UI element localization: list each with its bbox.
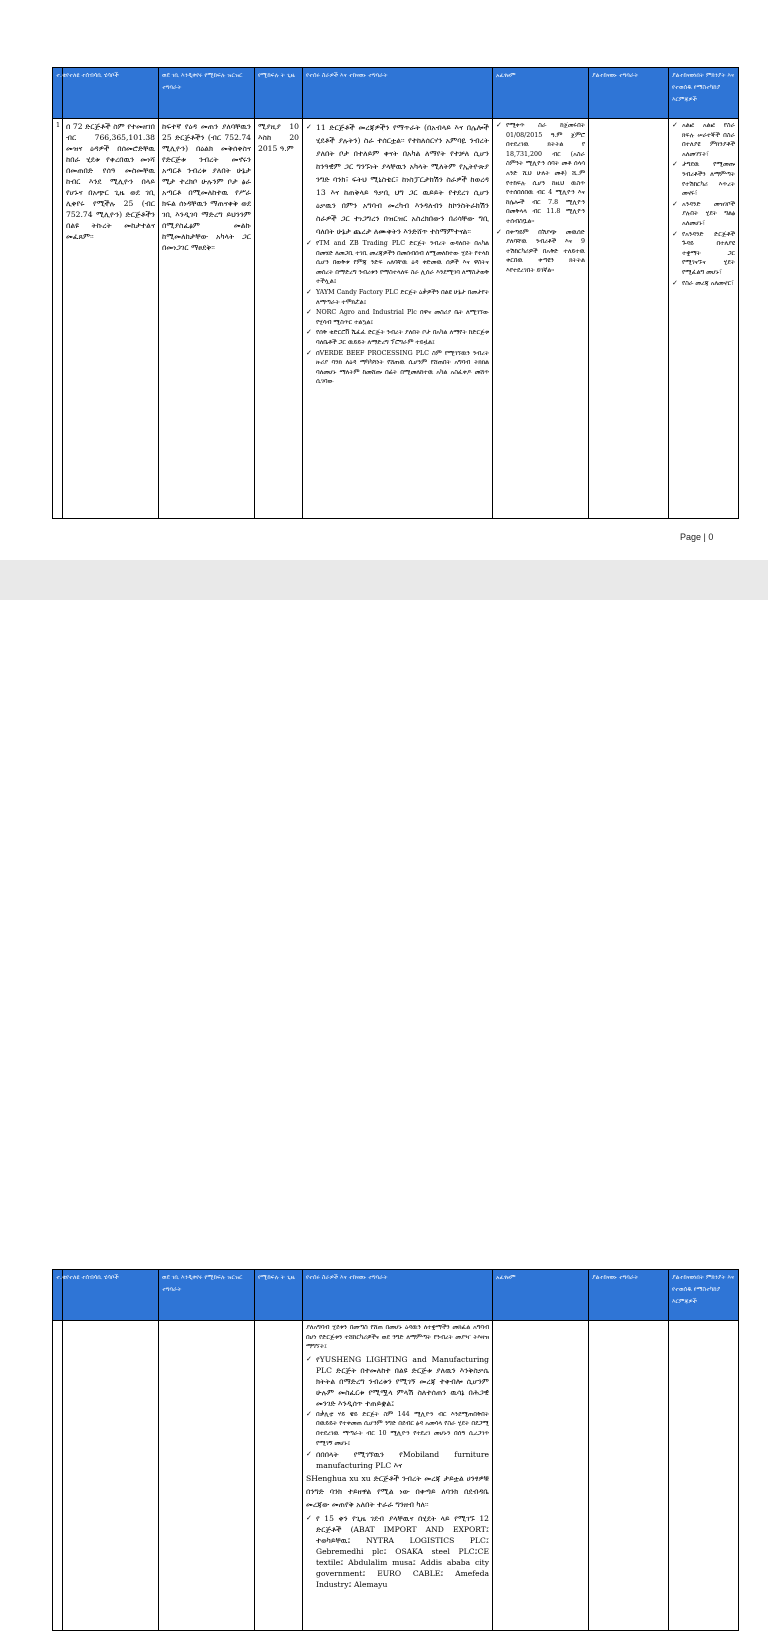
- list-item: ✓ የሰቅ ቂድርሮቨ ሼፈፈ ድርጅት ንብረት ያለበት ቦታ በአካል ለማየት ከድርጅቱ ባለቤቶች ጋር ዉይይት ለማድረግ ፕሮግራም ተይዟል፤: [306, 328, 489, 347]
- header-tasks: ወደ ገቢ እንዲቀየሩ የሚከፍሉ ዝርዝር ተግባራት: [159, 68, 255, 119]
- document-page-2: [0, 600, 768, 1590]
- list-item: ✓ YAYM Candy Factory PLC ድርጅት ዕቃዎችን በልዩ ሁኔታ በመታየት ለማጣራት ተሞክሯል፤: [306, 288, 489, 307]
- period-cell: [255, 1321, 303, 1631]
- row-number: 1: [53, 119, 63, 519]
- list-item: ✓ NORC Agro and Industrial Plc በዋና መስሪያ ቤት ለሚገኘው የሂሳብ ሚስጥር ተልኳል፤: [306, 308, 489, 327]
- header-period: የሚከፍሉ ት ጊዜ: [255, 68, 303, 119]
- list-item: ✓ የTM and ZB Trading PLC ድርጅት ንብረት ወዳለበት በአካል በመሄድ ለመጋቢ ተገቢ መረጃዎችን በመሰብሰብ ለሚመለከተው ሂደት የተላከ ሲሆን በወቅቱ የምጃ ንድፍ አለባቸዉ ዕዳ ቀድመዉ ሰዎች እና ዋስትና መሰረት በማድረግ ንብረቱን የማስተላለፍ ስራ ሊሰራ እንደሚገባ ለማስታወቅ ተችሏል፤: [306, 239, 489, 287]
- work-done-main: ✓ 11 ድርጅቶች መረጃዎችን የማጥራት (በአብላይ እና በሌሎች ሂደቶች ያሉትን) ስራ ተሰርቷል፡፡ የተከለሰርሃን አምባዬ ንብረት ያለበት ቦታ በተለይም ቀናት በአካል ለማየት የተቻለ ሲሆን ከንዓዊም ጋር ግንኙነት ያላቸዉን አካላት ሚለትም የኢትዮጵያ ንግድ ባንክ፣ ፍትህ ሚኒስቴር፣ ከነስፓርታከሽን ስራዎች ከወረዳ 13 እና ከጠቅላይ ዓቃቢ ህግ ጋር ዉይይት የተደረገ ሲሆን ዕቃዉን በምን አግባብ መረካብ እንዳለብን ከኮንስትራክሽን ስራዎች ጋር ተነጋግረን በዝርዝር አስረክበውን በሪሳቸው ግቢ ባለበት ሁኔታ ጨረታ ለሙቀትን እንድሸጥ ተስማምተናል፡፡: [306, 121, 489, 238]
- reasons-cell: [669, 1321, 739, 1631]
- list-item: ✓ በVERDE BEEF PROCESSING PLC ስም የሚገኘዉን ንብረት ዙሪያ ባንክ ለዕዳ ማካካሻነት የሸጠዉ ሲሆንም የሸጠበት አግባብ ትክክል ባለመሆኑ ማለትም ከመሸጡ በፊት በሚመለከተዉ አካል አስፈቀዶ መሸጥ ሲገባው: [306, 349, 489, 387]
- work-done-continued: ያለአግባብ ሂደቱን በመጣስ የሸጠ በመሆኑ ዕዳዉን ለተቋማችን መክፈል አግባብ በሆነ የድርጅቱን ተሸከርካሪዎችና ወደ ንግድ ለማምጣት የንብረት መያዣ ትእዛዝ ማግኘት፤: [306, 1324, 489, 1351]
- list-item: ✓ በቃሊቲ ሃይ ዌይ ድርጅት ስም 144 ሚሊዮን ብር እንደሚጠበቅበት በዉይይት የተቀመጠ ሲሆንም ንግድ በደብር ፅዳ አመሳላ የስራ ሂደት በደጋሚ በተደረገዉ ማጣራት ብር 10 ሚሊዮን የተደረገ መሆኑን በሰዓ ሲረጋገጥ የሚገኝ መሆኑ፤: [306, 1410, 489, 1448]
- work-done-cell: [303, 1321, 493, 1631]
- header-not-done: ያልተከናወኑ ተግባራት: [589, 1270, 669, 1321]
- header-period: የሚከፍሉ ት ጊዜ: [255, 1270, 303, 1321]
- header-receivables: የተለዩ ተሰብሳቢ ሂሳቦች: [63, 68, 159, 119]
- list-item: ✓ የ 15 ቀን የጊዜ ገደብ ያላቸዉና በሂደት ላይ የሚገኙ 12 ድርጅቶች (ABAT IMPORT AND EXPORT፤ ተወካይቸዉ፤ NYTRA LOGISTICS PLC፤ Gebremedhi plc፤ OSAKA steel PLC፤CE textile፤ Abdulalim musa፤ Addis ababa city government፤ EURO CABLE፤ Amefeda Industry፤ Alemayu: [306, 1513, 489, 1590]
- table-row: [53, 1321, 739, 1631]
- header-reasons: ያልተከናወነበት ምክንያት እና የተወሰዱ የማስተካከያ እርምጃዎች: [669, 68, 739, 119]
- list-item: ✓ የYUSHENG LIGHTING and Manufacturing PLC ድርጅት በተመለከተ በልዩ ድርጅቱ ያለዉን እንቅስቃሴ ክትትል በማድረግ ንብረቱን የሚገኝ መረጃ ተቀብሎ ሲሆንም ሁሉም መስፈርቱ የሚሟላ ምላሽ ስለተሰጠን ዉሳኔ በሕጋዊ መንገድ እንዲሰጥ ተጠይቋል፤: [306, 1354, 489, 1409]
- list-item: ✓ የአንዳንድ ድርጅቶች ጉዳይ በተለያዩ ተቋማት ጋር የሚገናኙና ሂደት የሚፈልግ መሆኑ፣: [672, 230, 735, 278]
- receivables-cell: በ 72 ድርጅቶች ስም የተመዘገበ ብር 766,365,101.38 መዝና ዕዳዎች በሰመሮድቸዉ ከበራ ሂደቱ የቀረበዉን መነሻ በመጠበድ የሰዓ መስመቸዉ ከብር እንደ ሚሊዮን በላይ የሆኑና በአጭር ጊዜ ወደ ገቢ ሊቀየሩ የሚችሉ 25 (ብር 752.74 ሚሊዮን) ድርጅቶችን በልዩ ትኩረት መከታተልና መፈጸም፡፡: [63, 119, 159, 519]
- page-separator: [0, 560, 768, 600]
- document-page-1: [0, 0, 768, 560]
- performance-cell: [493, 119, 589, 519]
- header-work-done: የተሰሩ ስራዎች እና ተከናወኑ ተግባራት: [303, 68, 493, 119]
- header-receivables: የተለዩ ተሰብሳቢ ሂሳቦች: [63, 1270, 159, 1321]
- header-reasons: ያልተከናወነበት ምክንያት እና የተወሰዱ የማስተካከያ እርምጃዎች: [669, 1270, 739, 1321]
- header-no: ተ.ቁ: [53, 1270, 63, 1321]
- list-item: ✓ የስራ መረጃ አለመኖር፣: [672, 279, 735, 289]
- work-done-cell: [303, 119, 493, 519]
- table-header-row: [53, 1270, 739, 1321]
- table-header-row: [53, 68, 739, 119]
- header-performance: አፈፃፀም: [493, 68, 589, 119]
- row-number: [53, 1321, 63, 1631]
- list-item: ✓ አንዳንድ መዝገቦች ያሉበት ሂደት ግልፅ አለመሆኑ፣: [672, 200, 735, 229]
- list-item: ✓ በቀጣይም በሽያጭ መዉሰድ ያለባቸዉ ንብረቶች እና 9 ተሽከርካሪዎች በአቅድ ተለይተዉ ቀርበዉ ቀጣዩን ክትትል እየተደረገበት ይገኛል፡፡: [496, 228, 585, 276]
- header-no: ተ.ቁ: [53, 68, 63, 119]
- header-not-done: ያልተከናወኑ ተግባራት: [589, 68, 669, 119]
- not-done-cell: [589, 119, 669, 519]
- table-row: [53, 119, 739, 519]
- list-item: ✓ ታግደዉ የሚመጡ ንብረቶችን ለማምጣት የተሽከርካሪ እጥረት መኖሩ፣: [672, 160, 735, 198]
- report-table: [52, 1269, 739, 1631]
- tasks-cell: [159, 1321, 255, 1631]
- work-done-note: SHenghua xu xu ድርጅቶች ንብረት መረጃ ታይቷል ሀንፃዎቹ በንግድ ባንክ ተይዘዋል የሚል ነው በቀጣይ ለባንክ በደብዳቤ መረጃው መጠየቅ አለበት ተራራ ግንዘብ ካለ፡፡: [306, 1474, 489, 1510]
- tasks-cell: ከፍተኛ የዕዳ መጠን ያለባቸዉን 25 ድርጅቶችን (ብር 752.74 ሚሊዮን) በዕልክ መቅሰቀስና የድርጅቱ ንብረት መኖሩን አጣርቶ ንብረቱ ያለበት ሁኔታ ሚታ ተረክቦ ሁሉንም ቦታ ፅራ አጣርቶ በሚመለከተዉ የሥራ ክፍል ሰነዳቸዉን ማጠናቀቅ ወደ ገቢ እንዲገባ ማድረግ ይህንንም በሚያስፈፅም መልኩ ከሚመለከታቸው አካላት ጋር በመነጋገር ማፀደቅ፡፡: [159, 119, 255, 519]
- list-item: ✓ አልፎ አልፎ የስራ ክፍሉ ሠራተኞች በስራ በተለያዩ ምክንያቶች አለመገኘት፣: [672, 121, 735, 159]
- reasons-cell: [669, 119, 739, 519]
- header-tasks: ወደ ገቢ እንዲቀየሩ የሚከፍሉ ዝርዝር ተግባራት: [159, 1270, 255, 1321]
- receivables-cell: [63, 1321, 159, 1631]
- list-item: ✓ የሚቀጥ ስራ ከጀመሩበት 01/08/2015 ዓ.ም ጀምሮ በተደረገዉ ክትትል የ 18,731,200 ብር (አስራ ስምንት ሚሊዮን ሰባት መቶ ሰላሳ አንድ ሺህ ሁለት መቶ) ሺ.ም የተከፍሉ ሲሆን ከዚህ ዉስጥ የተሰበሰበዉ ብር 4 ሚሊዮን እና ከሌሎች ብር 7.8 ሚሊዮን በመቅላላ ብር 11.8 ሚሊዮን ተሰብስቧል፡፡: [496, 121, 585, 227]
- report-table: [52, 67, 739, 519]
- period-cell: ሚያዚያ 10 እስከ 20 2015 ዓ.ም: [255, 119, 303, 519]
- not-done-cell: [589, 1321, 669, 1631]
- header-performance: አፈፃፀም: [493, 1270, 589, 1321]
- page-number: Page | 0: [680, 532, 714, 542]
- performance-cell: [493, 1321, 589, 1631]
- header-work-done: የተሰሩ ስራዎች እና ተከናወኑ ተግባራት: [303, 1270, 493, 1321]
- list-item: ✓ በበበላት የሚገኘዉን የMobiland furniture manufacturing PLC እና: [306, 1449, 489, 1471]
